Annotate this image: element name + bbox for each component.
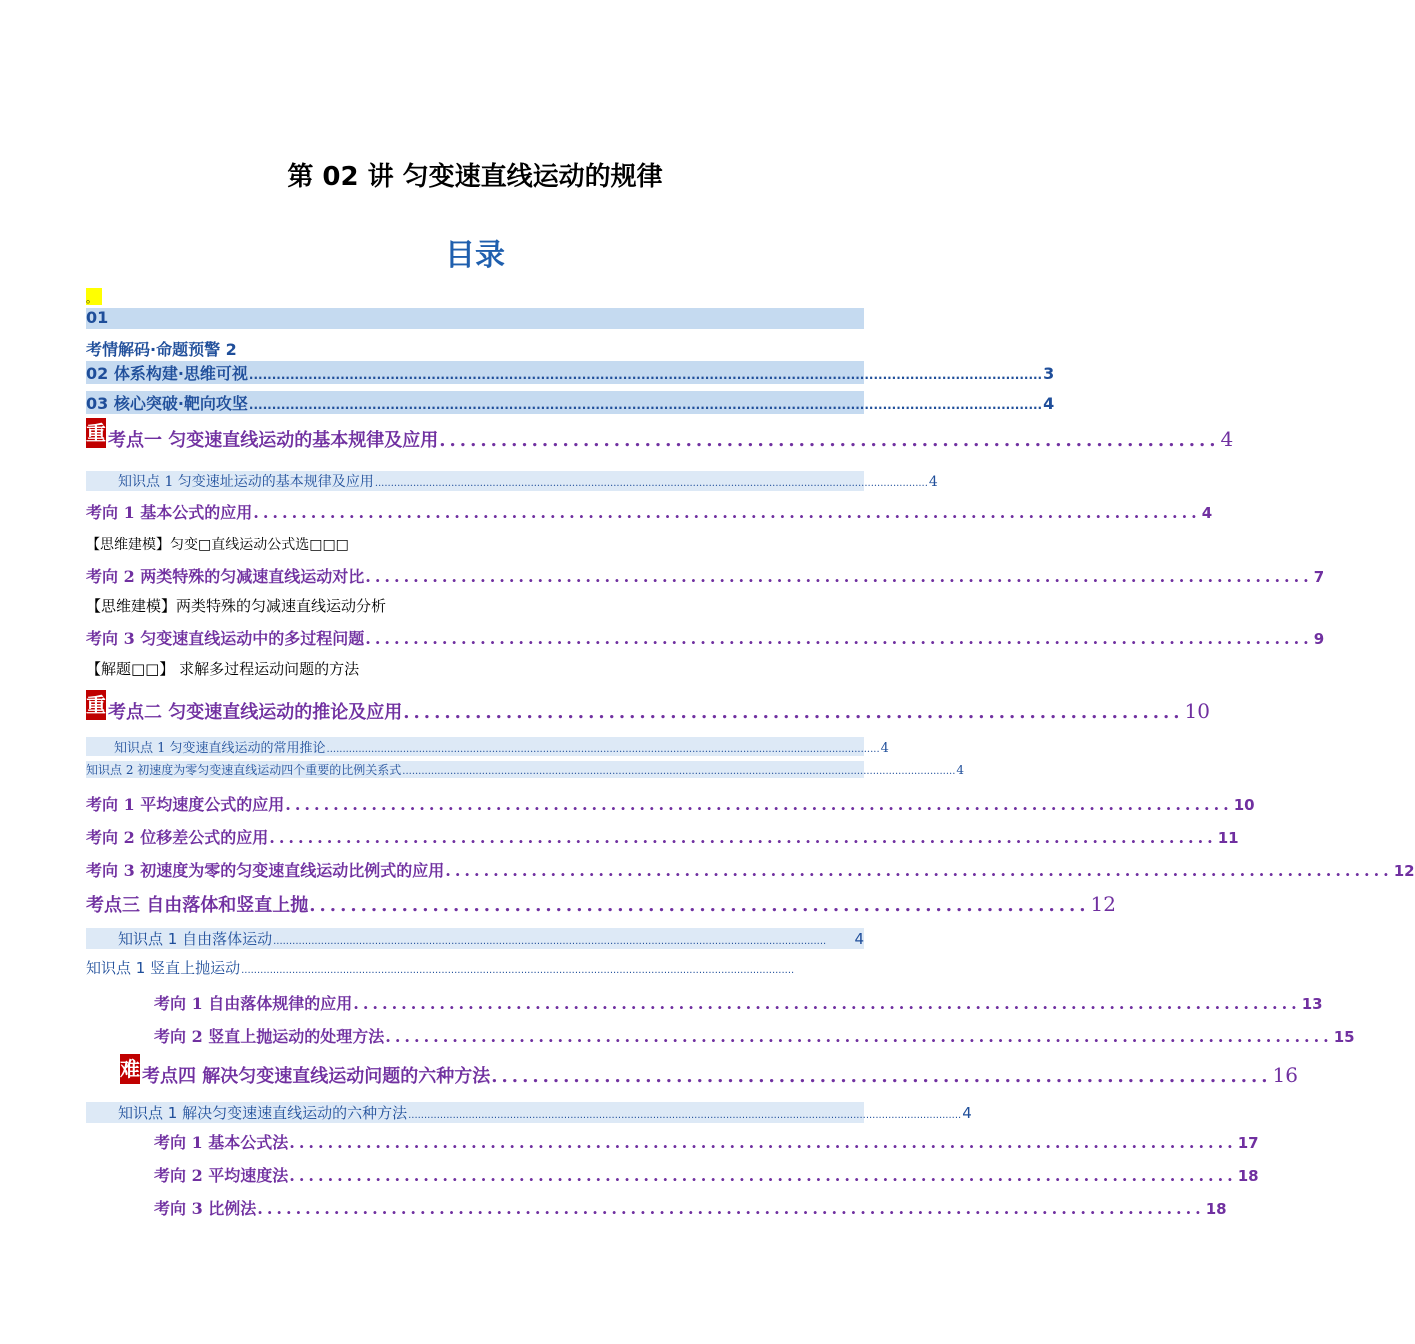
toc-siwei-jianmo[interactable]: 【思维建模】两类特殊的匀减速直线运动分析	[86, 597, 387, 615]
toc-page-number: 7	[1313, 568, 1325, 586]
toc-page-number: 18	[1205, 1200, 1227, 1218]
toc-page-number: 4	[1220, 427, 1234, 451]
toc-entry-label: 考向 3 初速度为零的匀变速直线运动比例式的应用	[86, 861, 445, 880]
leader-dots: ...................................................................................................	[289, 1133, 1237, 1152]
toc-entry-label: 考向 1 基本公式的应用	[86, 503, 253, 522]
toc-section-label: 01	[86, 308, 109, 327]
toc-kaoxiang[interactable]	[154, 991, 1323, 1014]
toc-page-number: 13	[1301, 995, 1323, 1013]
toc-page-number: 4	[880, 741, 889, 756]
toc-kaodian-1[interactable]	[86, 421, 1234, 454]
toc-entry-label: 考点二 匀变速直线运动的推论及应用	[108, 702, 403, 723]
highlight-mark: 。	[86, 288, 102, 305]
toc-entry-label: 考向 1 基本公式法	[154, 1133, 289, 1152]
toc-entry-label: 考向 1 平均速度公式的应用	[86, 795, 285, 814]
leader-dots: ............................................................................	[403, 702, 1184, 723]
toc-page-number: 12	[1393, 862, 1415, 880]
badge-zhong-icon: 重	[86, 690, 106, 720]
toc-kaoxiang[interactable]	[154, 1163, 1259, 1186]
leader-dots: ...................................................................................................	[285, 795, 1233, 814]
toc-kaoxiang[interactable]	[86, 792, 1255, 815]
badge-zhong-icon: 重	[86, 418, 106, 448]
toc-kaoxiang[interactable]	[86, 825, 1239, 848]
toc-entry-label: 知识点 1 匀变速直线运动的常用推论	[114, 741, 326, 756]
toc-page-number: 4	[1201, 504, 1213, 522]
leader-dots: ...................................................................................................	[445, 861, 1393, 880]
leader-dots: ...................................................................................................	[269, 828, 1217, 847]
toc-heading: 目录	[445, 238, 505, 273]
toc-zhishidian[interactable]	[86, 1102, 972, 1123]
page-title: 第 02 讲 匀变速直线运动的规律	[287, 162, 663, 192]
toc-entry-label: 知识点 1 自由落体运动	[118, 930, 273, 948]
toc-kaoxiang[interactable]	[86, 500, 1213, 523]
toc-page-number: 15	[1333, 1028, 1355, 1046]
toc-zhishidian[interactable]	[86, 928, 864, 949]
toc-page-number: 10	[1184, 699, 1210, 723]
toc-page-number: 3	[1043, 364, 1055, 383]
toc-kaoxiang[interactable]	[154, 1196, 1227, 1219]
toc-page-number: 11	[1217, 829, 1239, 847]
leader-dots: ...................................................................................................	[253, 503, 1201, 522]
toc-kaodian-3[interactable]	[86, 891, 1116, 917]
leader-dots: ............................................................................	[491, 1066, 1272, 1087]
toc-section-03[interactable]	[86, 391, 1055, 414]
leader-dots: ..............................................................................................................................................................................	[273, 936, 827, 947]
toc-page-number: 12	[1090, 892, 1116, 916]
toc-zhishidian[interactable]	[86, 761, 965, 778]
leader-dots: ..............................................................................................................................................................................	[248, 368, 1043, 382]
toc-entry-label: 考向 2 竖直上抛运动的处理方法	[154, 1027, 385, 1046]
toc-jieti[interactable]: 【解题□□】 求解多过程运动问题的方法	[86, 660, 360, 678]
badge-nan-icon: 难	[120, 1054, 140, 1084]
toc-entry-label: 考点一 匀变速直线运动的基本规律及应用	[108, 430, 439, 451]
toc-kaoxiang[interactable]	[154, 1024, 1355, 1047]
leader-dots: ..............................................................................................................................................................................	[374, 478, 928, 489]
toc-entry-label: 知识点 1 竖直上抛运动	[86, 959, 241, 977]
leader-dots: ..............................................................................................................................................................................	[241, 965, 795, 976]
toc-zhishidian[interactable]	[86, 737, 889, 756]
toc-section-01[interactable]	[86, 308, 864, 329]
leader-dots: ............................................................................	[439, 430, 1220, 451]
toc-section-label: 考情解码·命题预警 2	[86, 340, 237, 359]
toc-kaoxiang[interactable]	[86, 564, 1325, 587]
toc-entry-label: 考点三 自由落体和竖直上抛	[86, 895, 309, 916]
toc-page-number: 4	[956, 763, 965, 777]
toc-entry-label: 考向 3 比例法	[154, 1199, 257, 1218]
toc-entry-label: 考向 2 平均速度法	[154, 1166, 289, 1185]
toc-page-number: 4	[854, 930, 864, 948]
toc-entry-label: 知识点 2 初速度为零匀变速直线运动四个重要的比例关系式	[86, 763, 402, 777]
toc-page-number: 9	[1313, 630, 1325, 648]
toc-entry-label: 知识点 1 匀变速址运动的基本规律及应用	[118, 474, 374, 490]
toc-section-label: 02 体系构建·思维可视	[86, 364, 248, 383]
leader-dots: ...................................................................................................	[353, 994, 1301, 1013]
toc-page-number: 4	[928, 474, 938, 490]
toc-page-number: 4	[1043, 394, 1055, 413]
leader-dots: ...................................................................................................	[385, 1027, 1333, 1046]
toc-kaodian-4[interactable]	[120, 1057, 1298, 1090]
leader-dots: ...................................................................................................	[257, 1199, 1205, 1218]
toc-entry-label: 考点四 解决匀变速直线运动问题的六种方法	[142, 1066, 491, 1087]
toc-page-number: 18	[1237, 1167, 1259, 1185]
toc-page-number: 4	[962, 1104, 972, 1122]
toc-page-number: 16	[1272, 1063, 1298, 1087]
toc-section-label: 03 核心突破·靶向攻坚	[86, 394, 248, 413]
toc-section-kaoqing[interactable]	[86, 337, 864, 360]
toc-page-number: 10	[1233, 796, 1255, 814]
toc-kaoxiang[interactable]	[86, 626, 1325, 649]
toc-entry-label: 考向 1 自由落体规律的应用	[154, 994, 353, 1013]
toc-entry-label: 考向 2 位移差公式的应用	[86, 828, 269, 847]
leader-dots: ...................................................................................................	[289, 1166, 1237, 1185]
toc-kaoxiang[interactable]	[154, 1130, 1259, 1153]
leader-dots: ..............................................................................................................................................................................	[326, 744, 880, 755]
toc-siwei-jianmo[interactable]: 【思维建模】匀变□直线运动公式选□□□	[86, 537, 349, 553]
leader-dots: ..............................................................................................................................................................................	[402, 766, 956, 777]
leader-dots: ..............................................................................................................................................................................	[408, 1110, 962, 1121]
toc-kaodian-2[interactable]	[86, 693, 1210, 726]
toc-section-02[interactable]	[86, 361, 1055, 384]
toc-entry-label: 考向 2 两类特殊的匀减速直线运动对比	[86, 567, 365, 586]
toc-zhishidian[interactable]	[86, 471, 938, 491]
toc-entry-label: 知识点 1 解决匀变速速直线运动的六种方法	[118, 1104, 408, 1122]
toc-zhishidian[interactable]	[86, 957, 864, 978]
leader-dots: ...................................................................................................	[365, 567, 1313, 586]
leader-dots: ..............................................................................................................................................................................	[248, 398, 1043, 412]
toc-page-number: 17	[1237, 1134, 1259, 1152]
leader-dots: ...................................................................................................	[365, 629, 1313, 648]
toc-entry-label: 考向 3 匀变速直线运动中的多过程问题	[86, 629, 365, 648]
leader-dots: ............................................................................	[309, 895, 1090, 916]
toc-kaoxiang[interactable]	[86, 858, 1415, 881]
